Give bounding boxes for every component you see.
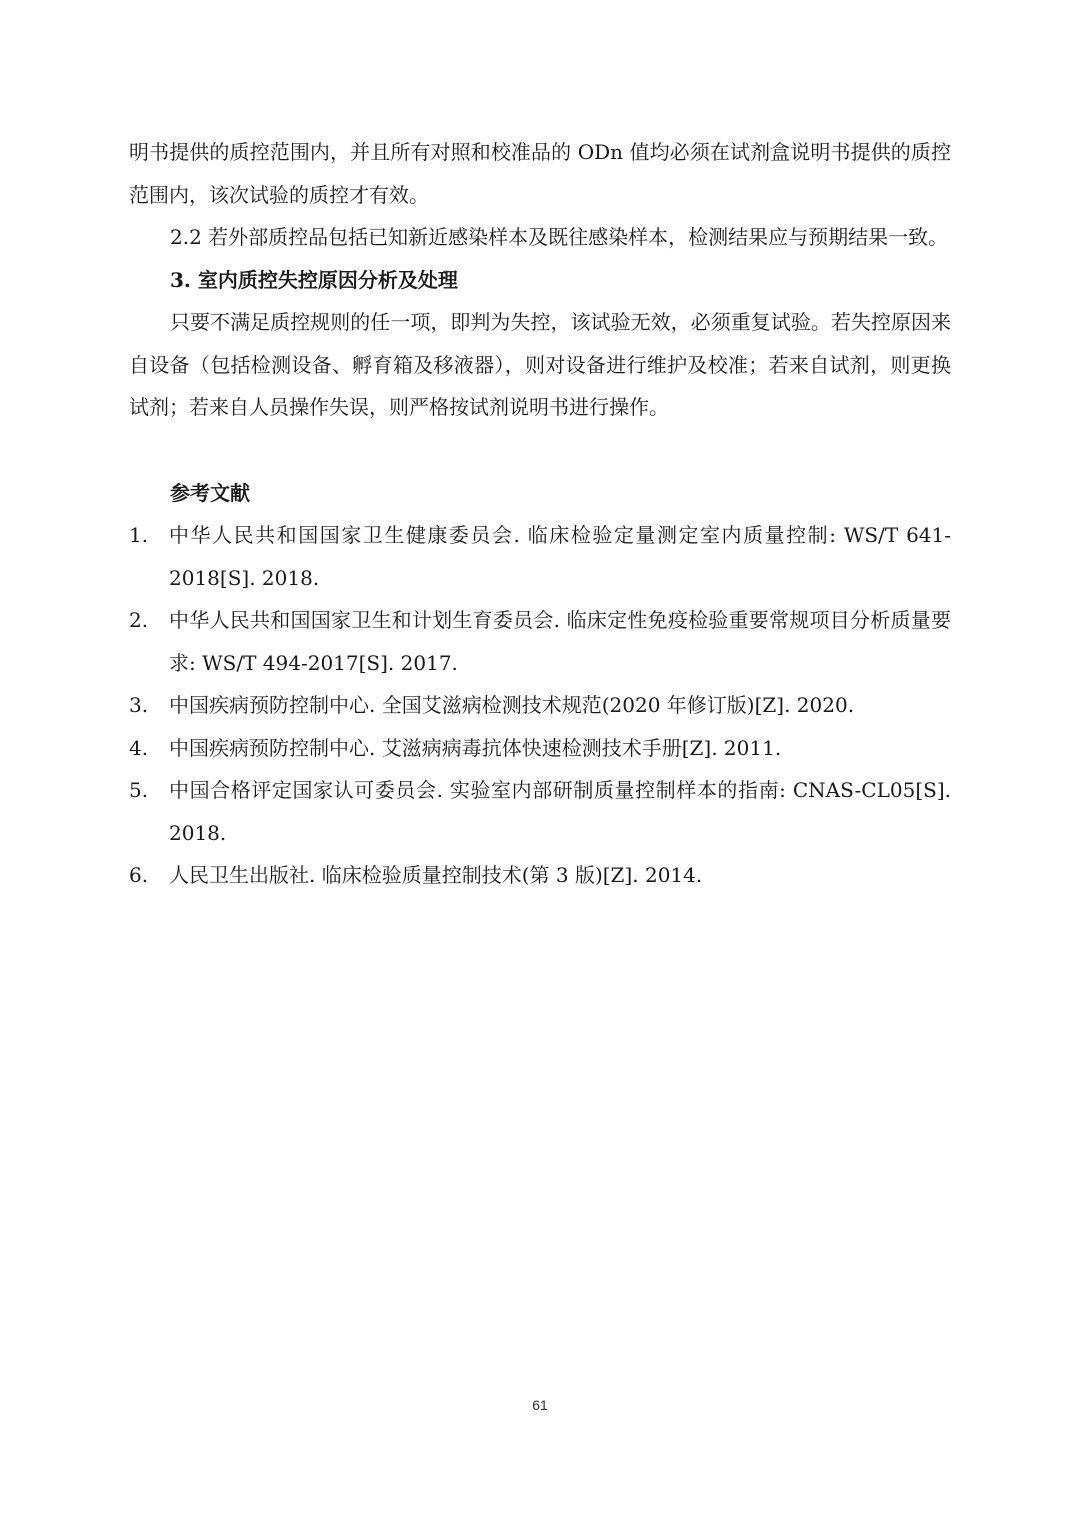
- reference-item: [129, 854, 951, 897]
- continued-paragraph: 明书提供的质控范围内，并且所有对照和校准品的 ODn 值均必须在试剂盒说明书提供的质控范围内，该次试验的质控才有效。: [129, 140, 951, 207]
- reference-text: 中华人民共和国国家卫生健康委员会. 临床检验定量测定室内质量控制: WS/T 641-2018[S]. 2018.: [169, 523, 951, 590]
- reference-text: 中国疾病预防控制中心. 艾滋病病毒抗体快速检测技术手册[Z]. 2011.: [169, 735, 782, 760]
- reference-item: [129, 727, 951, 770]
- page-content: [129, 131, 951, 897]
- section-heading: 3. 室内质控失控原因分析及处理: [170, 267, 458, 292]
- page-number: 61: [532, 1397, 548, 1413]
- reference-item: [129, 514, 951, 599]
- reference-number: 4.: [129, 735, 149, 760]
- reference-item: [129, 769, 951, 854]
- reference-text: 中国疾病预防控制中心. 全国艾滋病检测技术规范(2020 年修订版)[Z]. 2020.: [169, 693, 855, 717]
- references-title: 参考文献: [170, 480, 250, 505]
- references-list: [129, 514, 951, 897]
- reference-item: [129, 684, 951, 727]
- reference-number: 5.: [129, 778, 149, 802]
- section-body: 只要不满足质控规则的任一项，即判为失控，该试验无效，必须重复试验。若失控原因来自设备（包括检测设备、孵育箱及移液器），则对设备进行维护及校准；若来自试剂，则更换试剂；若来自人员操作失误，则严格按试剂说明书进行操作。: [129, 310, 951, 419]
- reference-item: [129, 599, 951, 684]
- reference-number: 2.: [129, 608, 149, 632]
- reference-text: 中华人民共和国国家卫生和计划生育委员会. 临床定性免疫检验重要常规项目分析质量要求: WS/T 494-2017[S]. 2017.: [169, 608, 951, 675]
- reference-number: 1.: [129, 523, 149, 547]
- reference-number: 6.: [129, 863, 149, 887]
- reference-number: 3.: [129, 693, 149, 717]
- reference-text: 人民卫生出版社. 临床检验质量控制技术(第 3 版)[Z]. 2014.: [169, 863, 703, 887]
- paragraph-2-2: 2.2 若外部质控品包括已知新近感染样本及既往感染样本，检测结果应与预期结果一致。: [170, 225, 949, 249]
- reference-text: 中国合格评定国家认可委员会. 实验室内部研制质量控制样本的指南: CNAS-CL05[S]. 2018.: [169, 778, 951, 845]
